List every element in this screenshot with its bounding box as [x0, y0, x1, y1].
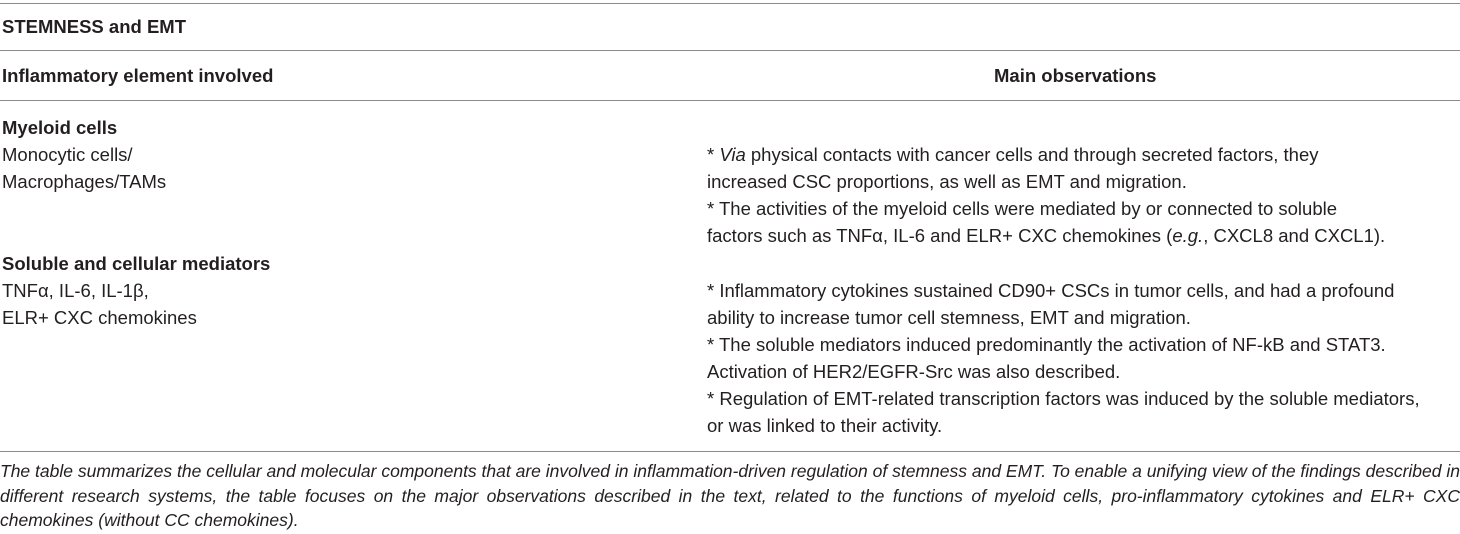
- top-rule: [0, 3, 1460, 4]
- observation-line: increased CSC proportions, as well as EMT and migration.: [707, 171, 1187, 192]
- element-cell-mediators: [2, 277, 197, 331]
- observation-line: * The soluble mediators induced predominantly the activation of NF-kB and STAT3.: [707, 334, 1386, 355]
- section-heading-mediators: Soluble and cellular mediators: [2, 253, 271, 274]
- element-line: Monocytic cells/: [2, 144, 133, 165]
- title-rule: [0, 50, 1460, 51]
- observation-line: factors such as TNFα, IL-6 and ELR+ CXC chemokines (e.g., CXCL8 and CXCL1).: [707, 225, 1386, 246]
- table-title: STEMNESS and EMT: [2, 16, 186, 37]
- column-header-observations: Main observations: [994, 65, 1157, 86]
- observation-line: * Regulation of EMT-related transcription factors was induced by the soluble mediators,: [707, 388, 1420, 409]
- observation-line: ability to increase tumor cell stemness, EMT and migration.: [707, 307, 1191, 328]
- header-rule: [0, 100, 1460, 101]
- column-header-element: Inflammatory element involved: [2, 65, 274, 86]
- bottom-rule: [0, 451, 1460, 452]
- observations-cell-myeloid: [707, 141, 1385, 249]
- observation-line: Activation of HER2/EGFR-Src was also described.: [707, 361, 1121, 382]
- table-caption: The table summarizes the cellular and molecular components that are involved in inflammation-driven regulation of stemness and EMT. To enable a unifying view of the findings described in different research systems, the table focuses on the major observations described in the text, related to the functions of myeloid cells, pro-inflammatory cytokines and ELR+ CXC chemokines (without CC chemokines).: [0, 461, 1460, 530]
- element-line: TNFα, IL-6, IL-1β,: [2, 280, 149, 301]
- section-heading-myeloid: Myeloid cells: [2, 117, 118, 138]
- element-line: Macrophages/TAMs: [2, 171, 167, 192]
- observation-line: * The activities of the myeloid cells were mediated by or connected to soluble: [707, 198, 1338, 219]
- observations-cell-mediators: [707, 277, 1420, 439]
- observation-line: * Via physical contacts with cancer cells and through secreted factors, they: [707, 144, 1319, 165]
- element-line: ELR+ CXC chemokines: [2, 307, 197, 328]
- element-cell-myeloid: [2, 141, 166, 195]
- observation-line: or was linked to their activity.: [707, 415, 943, 436]
- observation-line: * Inflammatory cytokines sustained CD90+ CSCs in tumor cells, and had a profound: [707, 280, 1395, 301]
